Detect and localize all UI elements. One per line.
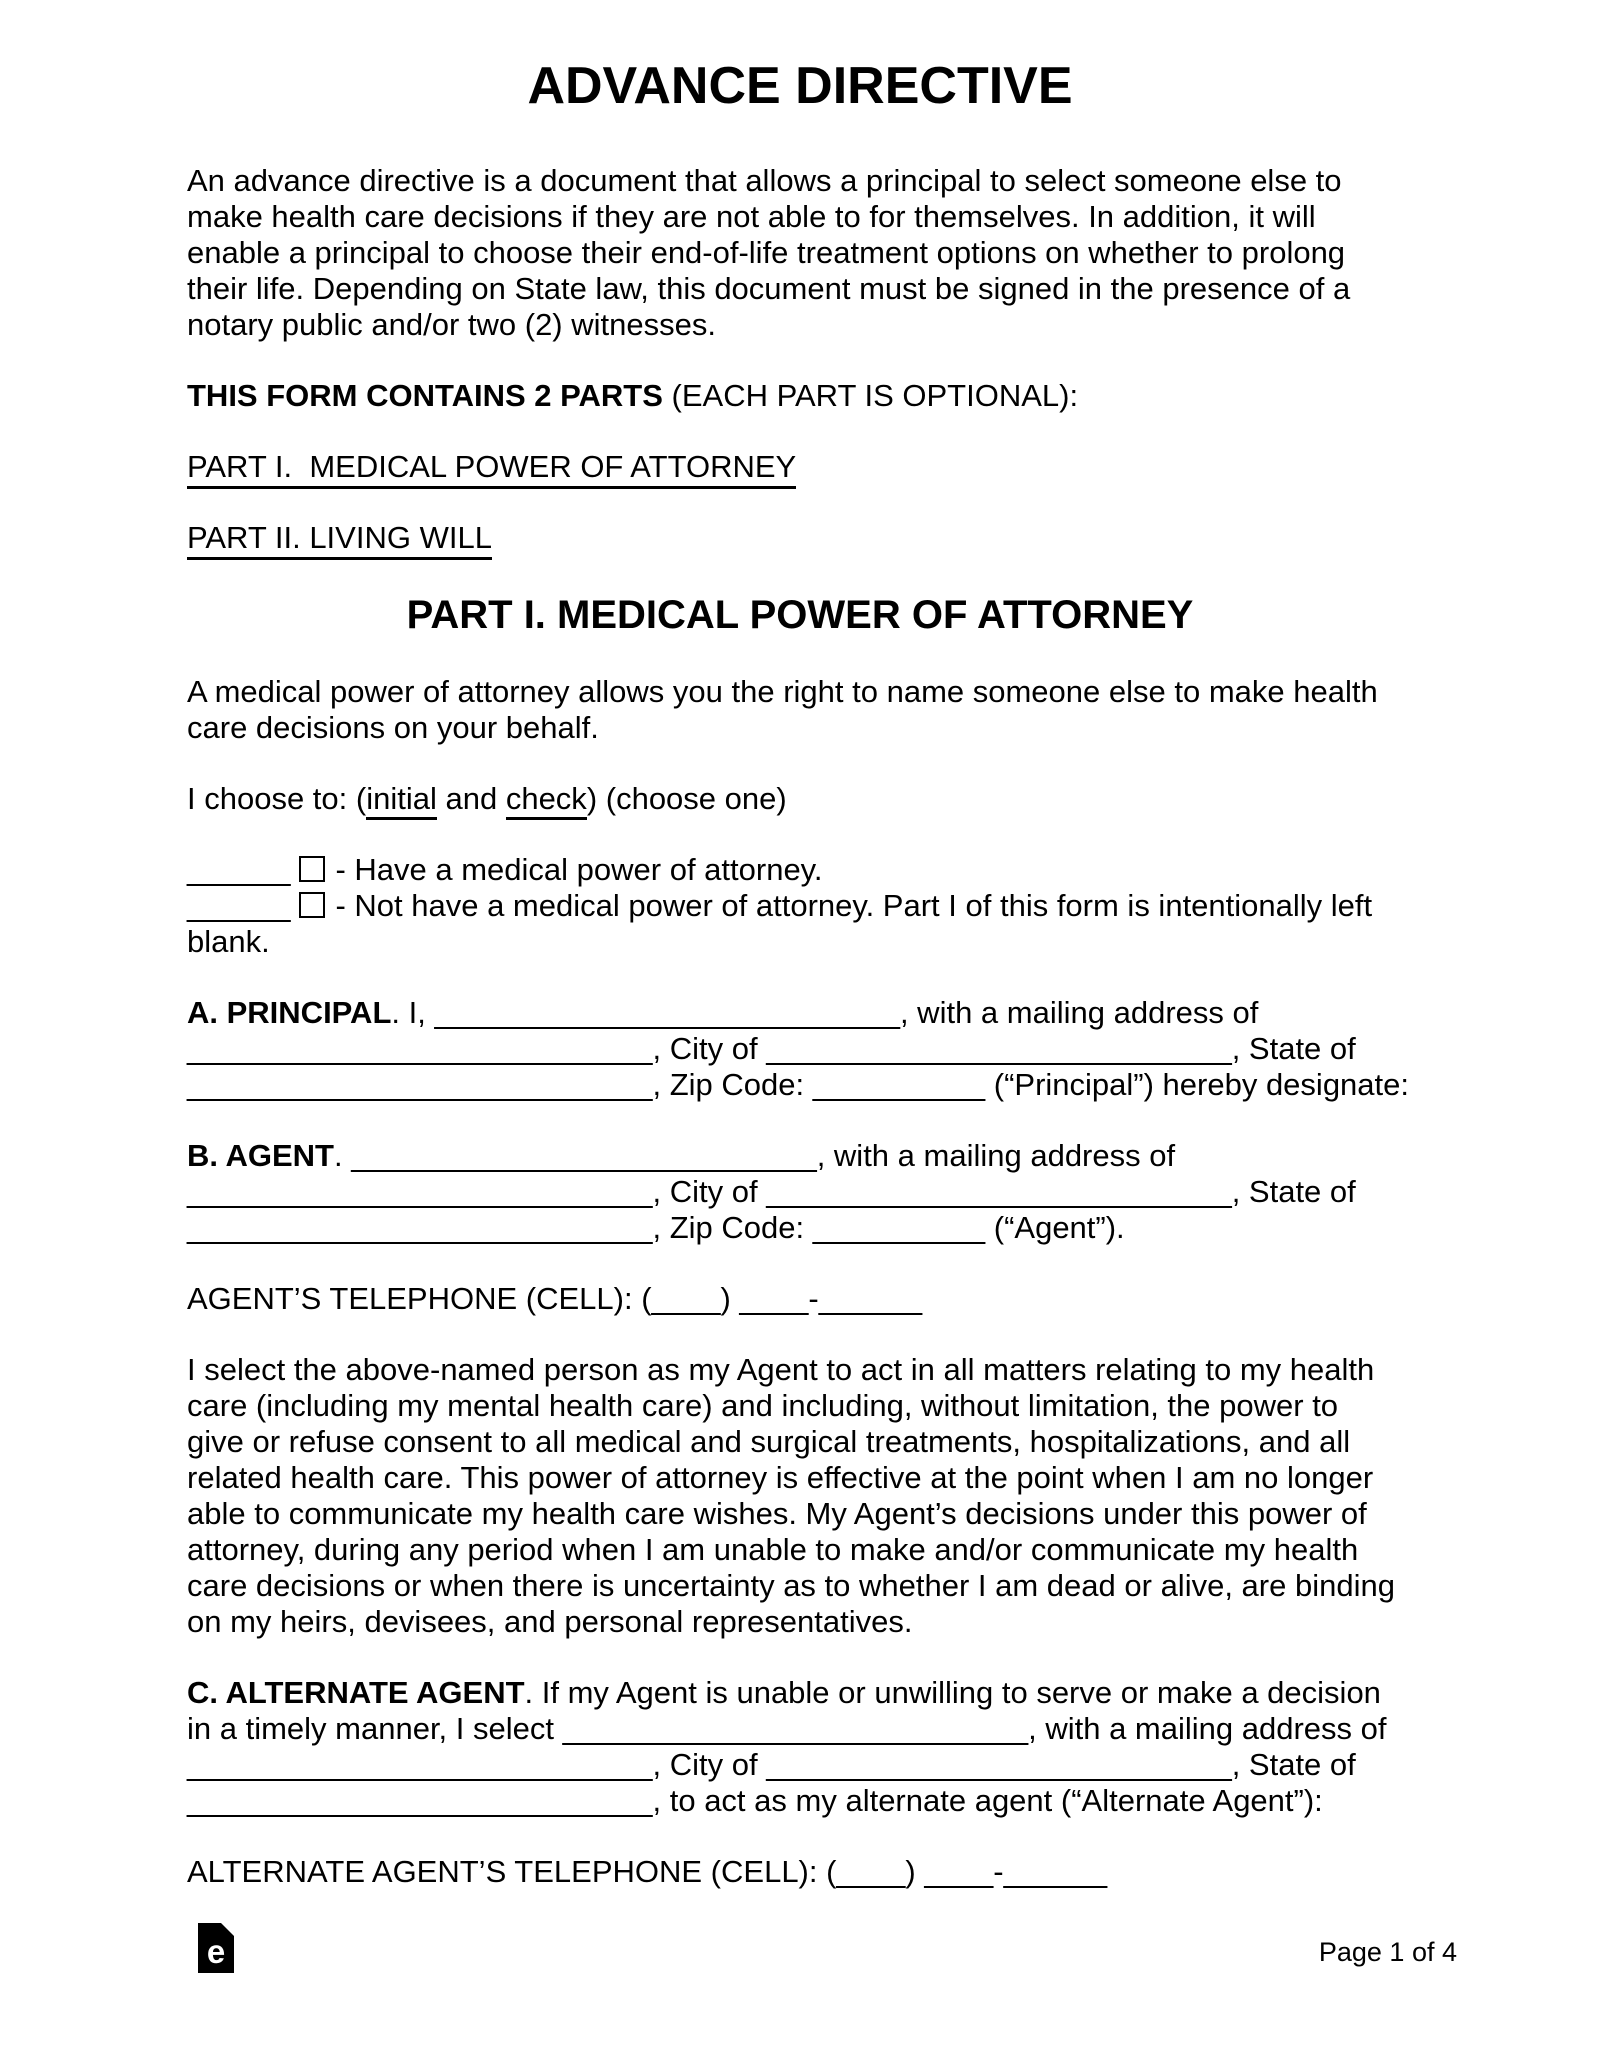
text-line: notary public and/or two (2) witnesses. — [187, 307, 716, 342]
alternate-agent-phone-row — [187, 1854, 1413, 1890]
text-line: A medical power of attorney allows you the right to name someone else to make health — [187, 674, 1378, 709]
checkbox-have-mpoa[interactable] — [299, 856, 325, 882]
page-number: Page 1 of 4 — [1318, 1937, 1457, 1967]
text-line: ___________________________, City of ___________________________, State of — [187, 1747, 1356, 1782]
agent-phone-line: AGENT’S TELEPHONE (CELL): (____) ____-______ — [187, 1281, 923, 1316]
text-line — [187, 995, 1413, 1031]
part2-link: PART II. LIVING WILL — [187, 520, 492, 560]
text-line: An advance directive is a document that allows a principal to select someone else to — [187, 163, 1342, 198]
text-line — [187, 1675, 1413, 1711]
alternate-agent-line1-rest: . If my Agent is unable or unwilling to serve or make a decision — [524, 1675, 1381, 1710]
option-have-mpoa-row — [187, 852, 1413, 888]
part2-link-row — [187, 520, 1413, 556]
principal-line1-rest: . I, ___________________________, with a mailing address of — [391, 995, 1259, 1030]
part1-link: PART I. MEDICAL POWER OF ATTORNEY — [187, 449, 796, 489]
checkbox-not-have-mpoa[interactable] — [299, 892, 325, 918]
agent-powers-paragraph — [187, 1352, 1413, 1640]
choose-check-word: check — [506, 781, 587, 820]
text-line: on my heirs, devisees, and personal representatives. — [187, 1604, 913, 1639]
eforms-logo — [198, 1923, 234, 1973]
choose-prefix: I choose to: ( — [187, 781, 367, 816]
document-content — [187, 55, 1413, 1925]
alternate-agent-label: C. ALTERNATE AGENT — [187, 1675, 525, 1710]
text-line: care decisions or when there is uncertainty as to whether I am dead or alive, are binding — [187, 1568, 1395, 1603]
eforms-logo-letter: e — [206, 1933, 226, 1970]
parts-notice — [187, 378, 1413, 414]
text-line: enable a principal to choose their end-of-life treatment options on whether to prolong — [187, 235, 1346, 270]
choose-initial-word: initial — [366, 781, 437, 820]
text-line: ___________________________, to act as my alternate agent (“Alternate Agent”): — [187, 1783, 1323, 1818]
agent-phone-row — [187, 1281, 1413, 1317]
text-line — [187, 520, 1413, 556]
text-line — [187, 449, 1413, 485]
text-line: ___________________________, City of ___________________________, State of — [187, 1031, 1356, 1066]
text-line: care (including my mental health care) and including, without limitation, the power to — [187, 1388, 1339, 1423]
choose-suffix: ) (choose one) — [586, 781, 787, 816]
initials-blank[interactable]: ______ — [187, 852, 291, 887]
text-line: make health care decisions if they are not able to for themselves. In addition, it will — [187, 199, 1316, 234]
agent-line1-rest: . ___________________________, with a mailing address of — [333, 1138, 1176, 1173]
text-line: related health care. This power of attorney is effective at the point when I am no longer — [187, 1460, 1374, 1495]
principal-section — [187, 995, 1413, 1103]
option-not-have-mpoa-row — [187, 888, 1413, 924]
option-not-have-mpoa-label: - Not have a medical power of attorney. Part I of this form is intentionally left — [335, 888, 1373, 923]
text-line: able to communicate my health care wishes. My Agent’s decisions under this power of — [187, 1496, 1367, 1531]
text-line: give or refuse consent to all medical and surgical treatments, hospitalizations, and all — [187, 1424, 1351, 1459]
text-line: care decisions on your behalf. — [187, 710, 599, 745]
part1-heading: PART I. MEDICAL POWER OF ATTORNEY — [406, 593, 1194, 637]
text-line: their life. Depending on State law, this document must be signed in the presence of a — [187, 271, 1351, 306]
text-line: in a timely manner, I select ___________________________, with a mailing address of — [187, 1711, 1387, 1746]
agent-section — [187, 1138, 1413, 1246]
alternate-agent-section — [187, 1675, 1413, 1819]
intro-paragraph — [187, 163, 1413, 343]
parts-notice-bold: THIS FORM CONTAINS 2 PARTS — [187, 378, 663, 413]
initials-blank[interactable]: ______ — [187, 888, 291, 923]
principal-label: A. PRINCIPAL — [187, 995, 392, 1030]
text-line — [187, 781, 1413, 817]
mpoa-intro-paragraph — [187, 674, 1413, 746]
parts-notice-rest: (EACH PART IS OPTIONAL): — [662, 378, 1079, 413]
alternate-agent-phone-line: ALTERNATE AGENT’S TELEPHONE (CELL): (____) ____-______ — [187, 1854, 1108, 1889]
text-line — [187, 1138, 1413, 1174]
choice-options — [187, 852, 1413, 960]
option-have-mpoa-label: - Have a medical power of attorney. — [335, 852, 823, 887]
choose-mid: and — [436, 781, 506, 816]
text-line: ___________________________, Zip Code: __________ (“Principal”) hereby designate: — [187, 1067, 1410, 1102]
choose-instruction — [187, 781, 1413, 817]
text-line: ___________________________, City of ___________________________, State of — [187, 1174, 1356, 1209]
text-line: I select the above-named person as my Agent to act in all matters relating to my health — [187, 1352, 1375, 1387]
document-title: ADVANCE DIRECTIVE — [527, 57, 1073, 115]
agent-label: B. AGENT — [187, 1138, 334, 1173]
text-line: attorney, during any period when I am unable to make and/or communicate my health — [187, 1532, 1359, 1567]
part1-link-row — [187, 449, 1413, 485]
text-line: blank. — [187, 924, 270, 959]
text-line — [187, 378, 1413, 414]
text-line: ___________________________, Zip Code: __________ (“Agent”). — [187, 1210, 1125, 1245]
